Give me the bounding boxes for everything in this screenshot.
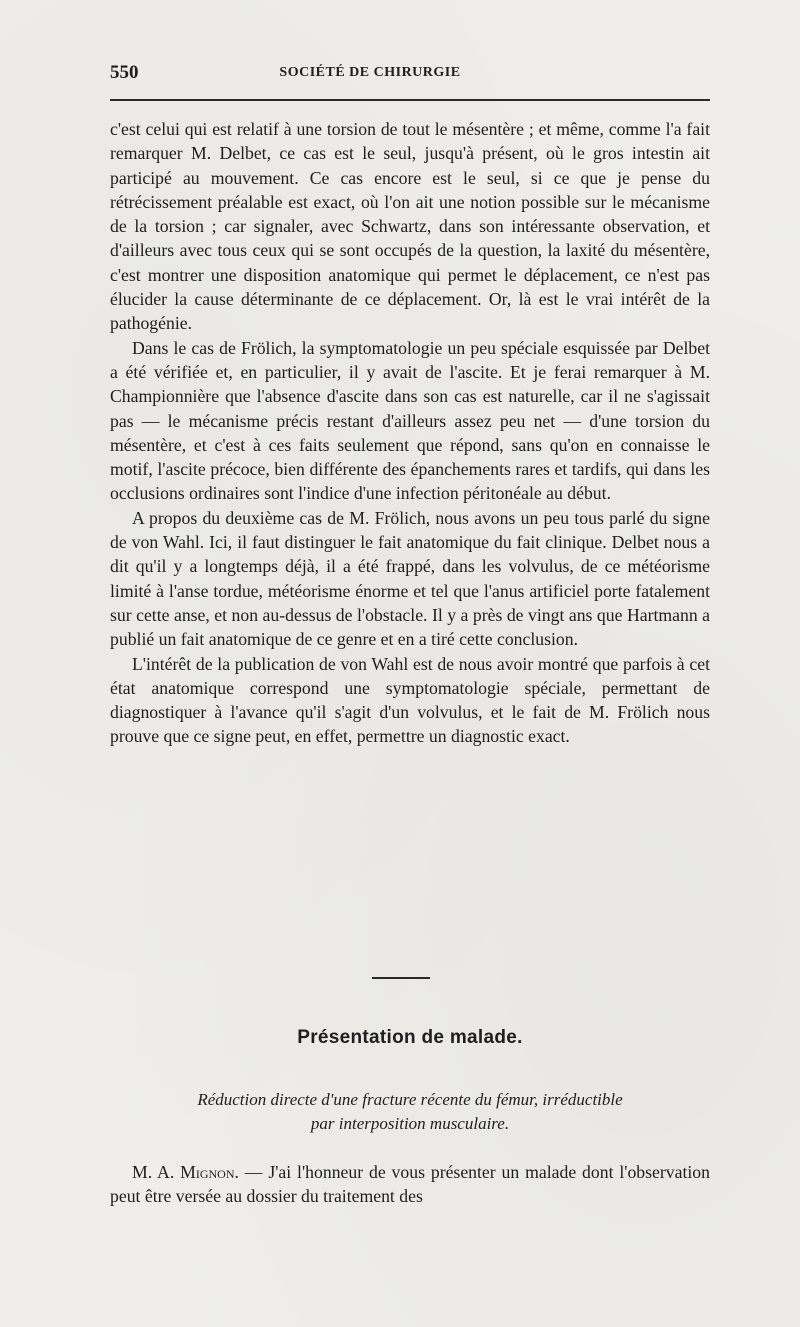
paragraph-5-text: — J'ai l'honneur de vous présenter un malade dont l'observation peut être versée au dossier du traitement des [110, 1162, 710, 1207]
paragraph-2: Dans le cas de Frölich, la symptomatologie un peu spéciale esquissée par Delbet a été vérifiée et, en particulier, il y avait de l'ascite. Et je ferai remarquer à M. Championnière que l'absence d'ascite dans son cas est naturelle, car il ne s'agissait pas — le mécanisme précis restant d'ailleurs assez peu net — d'une torsion du mésentère, et c'est à ces faits seulement que répond, sans qu'on en connaisse le motif, l'ascite précoce, bien différente des épanchements rares et tardifs, qui dans les occlusions ordinaires sont l'indice d'une infection péritonéale au début. [110, 337, 710, 504]
body-text [110, 117, 710, 749]
header-rule [110, 99, 710, 101]
running-head: SOCIÉTÉ DE CHIRURGIE [279, 65, 461, 80]
paragraph-1: c'est celui qui est relatif à une torsion de tout le mésentère ; et même, comme l'a fait remarquer M. Delbet, ce cas est le seul, jusqu'à présent, où le gros intestin ait participé au mouvement. Ce cas encore est le seul, si ce que je pense du rétrécissement préalable est exact, où l'on ait une notion possible sur le mécanisme de la torsion ; car signaler, avec Schwartz, dans son intéressante observation, et d'ailleurs avec tous ceux qui se sont occupés de la question, la laxité du mésentère, c'est montrer une disposition anatomique qui permet le déplacement, ce n'est pas élucider la cause déterminante de ce déplacement. Or, là est le vrai intérêt de la pathogénie. [110, 119, 710, 334]
section-subtitle [110, 1088, 710, 1136]
paragraph-4: L'intérêt de la publication de von Wahl est de nous avoir montré que parfois à cet état anatomique correspond une symptomatologie spéciale, permettant de diagnostiquer à l'avance qu'il s'agit d'un volvulus, et le fait de M. Frölich nous prouve que ce signe peut, en effet, permettre un diagnostic exact. [110, 653, 710, 747]
section-title: Présentation de malade. [297, 1027, 523, 1048]
author-name: M. A. Mignon. [132, 1162, 239, 1182]
paragraph-5 [110, 1160, 710, 1209]
paragraph-3: A propos du deuxième cas de M. Frölich, nous avons un peu tous parlé du signe de von Wahl. Ici, il faut distinguer le fait anatomique du fait clinique. Delbet nous a dit qu'il y a longtemps déjà, il a été frappé, dans les volvulus, de ce météorisme limité à l'anse tordue, météorisme énorme et tel que l'anus artificiel porte fatalement sur cette anse, et non au-dessus de l'obstacle. Il y a près de vingt ans que Hartmann a publié un fait anatomique de ce genre et en a tiré cette conclusion. [110, 507, 710, 650]
subtitle-line-1: Réduction directe d'une fracture récente du fémur, irréductible [197, 1090, 623, 1109]
page-number: 550 [110, 62, 139, 83]
section-divider [372, 977, 430, 979]
page-header [110, 62, 710, 90]
subtitle-line-2: par interposition musculaire. [310, 1114, 510, 1133]
final-paragraph [110, 1160, 710, 1209]
